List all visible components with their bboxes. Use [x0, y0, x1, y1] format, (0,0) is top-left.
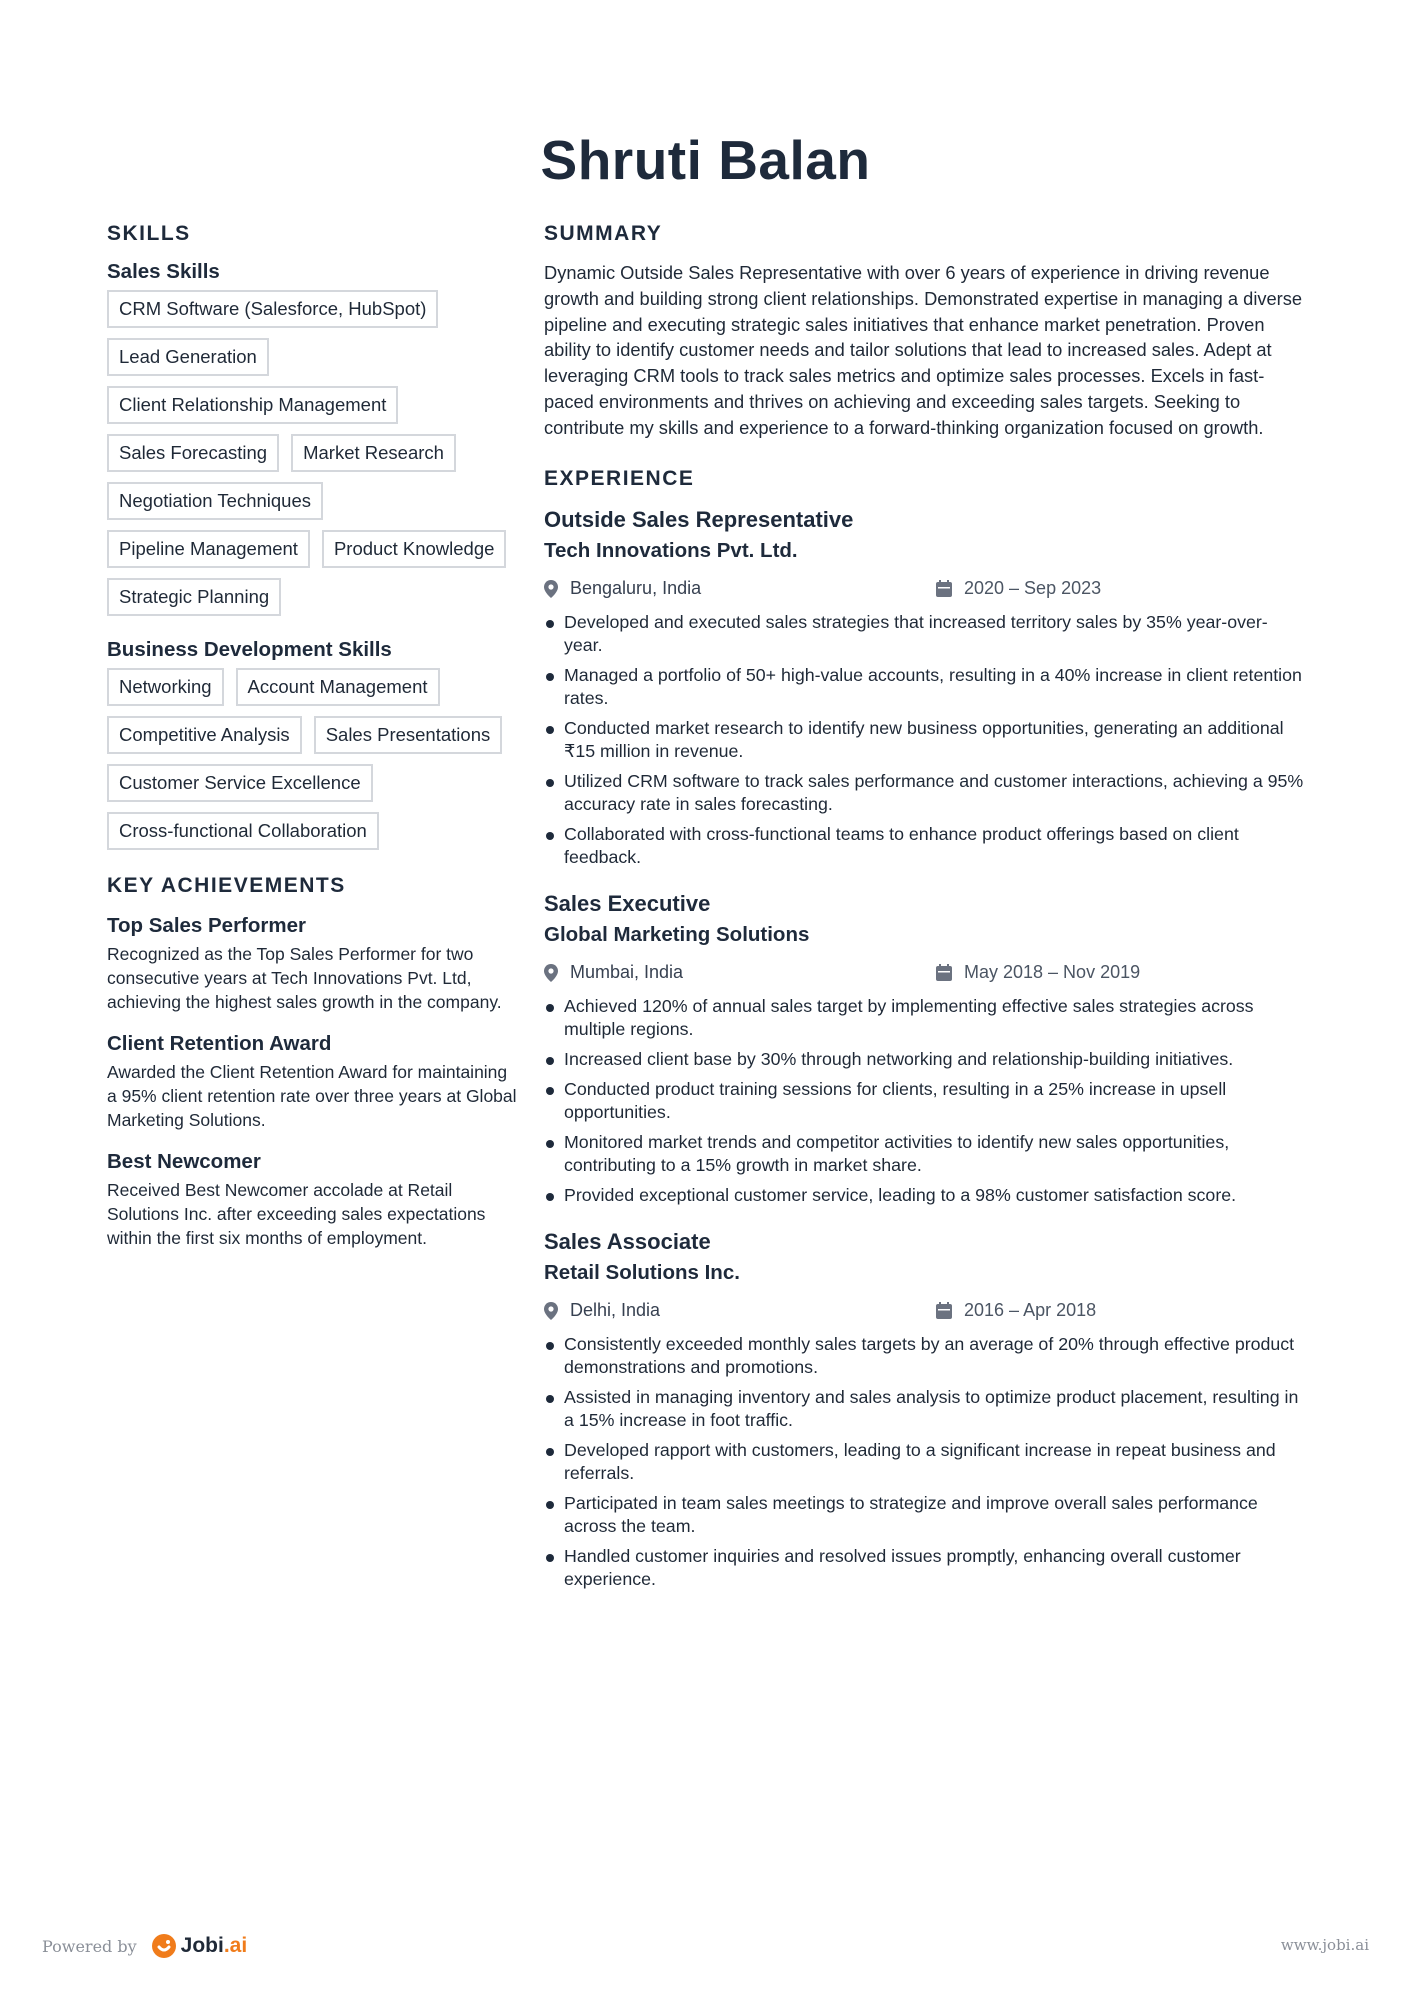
job-company: Global Marketing Solutions — [544, 922, 810, 946]
job-title: Sales Associate — [544, 1228, 711, 1254]
skill-tag: Sales Presentations — [314, 716, 503, 754]
job-meta — [544, 577, 1312, 601]
skill-tag: Negotiation Techniques — [107, 482, 323, 520]
job-entry — [544, 1227, 1312, 1591]
skills-heading: SKILLS — [107, 222, 191, 245]
achievement-desc: Received Best Newcomer accolade at Retail Solutions Inc. after exceeding sales expectations within the first six months of employment. — [107, 1180, 486, 1248]
job-location — [544, 1300, 936, 1321]
skill-tag: Lead Generation — [107, 338, 269, 376]
achievements-list — [107, 914, 517, 1250]
powered-by-label: Powered by — [42, 1936, 137, 1956]
job-entry — [544, 505, 1312, 869]
job-bullets — [544, 611, 1312, 869]
right-column — [544, 222, 1312, 1598]
job-dates — [936, 1300, 1096, 1321]
map-pin-icon — [544, 580, 558, 598]
candidate-name: Shruti Balan — [540, 129, 871, 191]
job-location-text: Bengaluru, India — [570, 578, 702, 599]
job-bullet: Handled customer inquiries and resolved issues promptly, enhancing overall customer experience. — [544, 1545, 1304, 1591]
job-title: Sales Executive — [544, 890, 711, 916]
skill-groups — [107, 260, 517, 850]
calendar-icon — [936, 1302, 952, 1319]
skill-tag: Market Research — [291, 434, 456, 472]
job-bullet: Utilized CRM software to track sales performance and customer interactions, achieving a 95% accuracy rate in sales forecasting. — [544, 770, 1304, 816]
job-bullet: Achieved 120% of annual sales target by implementing effective sales strategies across multiple regions. — [544, 995, 1304, 1041]
skill-tag: Competitive Analysis — [107, 716, 302, 754]
job-entry — [544, 889, 1312, 1207]
job-bullet: Monitored market trends and competitor activities to identify new sales opportunities, contributing to a 15% growth in market share. — [544, 1131, 1304, 1177]
job-bullet: Collaborated with cross-functional teams to enhance product offerings based on client feedback. — [544, 823, 1304, 869]
job-location-text: Delhi, India — [570, 1300, 661, 1321]
skill-tag: Pipeline Management — [107, 530, 310, 568]
calendar-icon — [936, 964, 952, 981]
job-meta — [544, 961, 1312, 985]
jobi-logo[interactable] — [151, 1933, 248, 1959]
summary-text: Dynamic Outside Sales Representative with over 6 years of experience in driving revenue growth and building strong client relationships. Demonstrated expertise in managing a diverse pipeline and executing strategic sales initiatives that enhance market penetration. Proven ability to identify customer needs and tailor solutions that lead to increased sales. Adept at leveraging CRM tools to track sales metrics and optimize sales processes. Excels in fast-paced environments and thrives on achieving and exceeding sales targets. Seeking to contribute my skills and experience to a forward-thinking organization focused on growth. — [544, 262, 1303, 438]
job-bullet: Managed a portfolio of 50+ high-value accounts, resulting in a 40% increase in client retention rates. — [544, 664, 1304, 710]
skill-tag: Strategic Planning — [107, 578, 281, 616]
skill-tag: CRM Software (Salesforce, HubSpot) — [107, 290, 438, 328]
skill-group-title: Sales Skills — [107, 260, 220, 283]
job-bullet: Assisted in managing inventory and sales analysis to optimize product placement, resulting in a 15% increase in foot traffic. — [544, 1386, 1304, 1432]
job-bullet: Increased client base by 30% through networking and relationship-building initiatives. — [544, 1048, 1304, 1071]
achievement-desc: Awarded the Client Retention Award for maintaining a 95% client retention rate over three years at Global Marketing Solutions. — [107, 1062, 517, 1130]
job-bullet: Consistently exceeded monthly sales targets by an average of 20% through effective product demonstrations and promotions. — [544, 1333, 1304, 1379]
job-dates-text: 2016 – Apr 2018 — [964, 1300, 1097, 1321]
skill-group-title: Business Development Skills — [107, 638, 392, 661]
brand-suffix: .ai — [223, 1934, 248, 1957]
brand-main: Jobi — [180, 1934, 224, 1957]
job-bullet: Participated in team sales meetings to strategize and improve overall sales performance across the team. — [544, 1492, 1304, 1538]
job-location — [544, 578, 936, 599]
skill-tags — [107, 290, 517, 616]
powered-by — [42, 1933, 247, 1959]
job-location — [544, 962, 936, 983]
experience-heading: EXPERIENCE — [544, 466, 695, 490]
job-dates — [936, 962, 1140, 983]
job-company: Retail Solutions Inc. — [544, 1260, 740, 1284]
experience-list — [544, 505, 1312, 1591]
achievements-heading: KEY ACHIEVEMENTS — [107, 874, 346, 897]
skill-tag: Client Relationship Management — [107, 386, 398, 424]
achievement-title: Top Sales Performer — [107, 914, 306, 937]
map-pin-icon — [544, 964, 558, 982]
achievement-item — [107, 914, 517, 1014]
website-link[interactable]: www.jobi.ai — [1280, 1936, 1369, 1954]
skill-tags — [107, 668, 517, 850]
map-pin-icon — [544, 1302, 558, 1320]
skill-tag: Sales Forecasting — [107, 434, 279, 472]
job-bullet: Conducted product training sessions for clients, resulting in a 25% increase in upsell opportunities. — [544, 1078, 1304, 1124]
job-dates-text: 2020 – Sep 2023 — [964, 578, 1102, 599]
job-bullet: Provided exceptional customer service, leading to a 98% customer satisfaction score. — [544, 1184, 1304, 1207]
job-meta — [544, 1299, 1312, 1323]
job-title: Outside Sales Representative — [544, 506, 854, 532]
skill-tag: Cross-functional Collaboration — [107, 812, 379, 850]
achievement-item — [107, 1150, 517, 1250]
job-bullet: Developed and executed sales strategies that increased territory sales by 35% year-over-year. — [544, 611, 1304, 657]
job-dates — [936, 578, 1101, 599]
job-bullet: Developed rapport with customers, leading to a significant increase in repeat business and referrals. — [544, 1439, 1304, 1485]
jobi-logo-icon — [151, 1933, 177, 1959]
left-column — [107, 222, 517, 1250]
skill-tag: Customer Service Excellence — [107, 764, 373, 802]
achievement-item — [107, 1032, 517, 1132]
job-dates-text: May 2018 – Nov 2019 — [964, 962, 1141, 983]
calendar-icon — [936, 580, 952, 597]
skill-tag: Product Knowledge — [322, 530, 506, 568]
job-bullets — [544, 995, 1312, 1207]
achievement-title: Best Newcomer — [107, 1150, 261, 1173]
job-company: Tech Innovations Pvt. Ltd. — [544, 538, 798, 562]
job-bullets — [544, 1333, 1312, 1591]
job-location-text: Mumbai, India — [570, 962, 684, 983]
skill-tag: Account Management — [236, 668, 440, 706]
job-bullet: Conducted market research to identify new business opportunities, generating an additional ₹15 million in revenue. — [544, 717, 1304, 763]
summary-heading: SUMMARY — [544, 222, 663, 245]
achievement-desc: Recognized as the Top Sales Performer for two consecutive years at Tech Innovations Pvt. Ltd, achieving the highest sales growth in the company. — [107, 944, 502, 1012]
skill-tag: Networking — [107, 668, 224, 706]
achievement-title: Client Retention Award — [107, 1032, 332, 1055]
